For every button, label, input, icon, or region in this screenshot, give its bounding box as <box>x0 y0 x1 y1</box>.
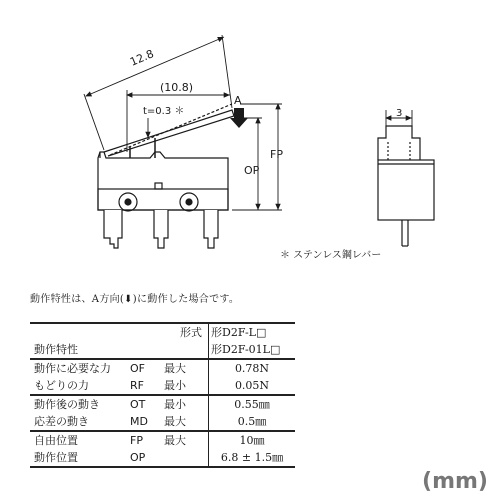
lever-material-legend: ＊ ステンレス鋼レバー <box>280 250 382 261</box>
dim-lever-length-label: 12.8 <box>128 47 156 69</box>
unit-label: (mm) <box>422 469 488 494</box>
dim-thickness-label: t=0.3 ＊ <box>143 106 185 117</box>
header-title: 動作特性 <box>30 341 209 359</box>
table-row: 自由位置 FP 最大 10㎜ <box>30 431 295 449</box>
terminals <box>104 210 218 248</box>
table-row: もどりの力 RF 最小 0.05N <box>30 377 295 395</box>
dim-width-label: 3 <box>396 108 403 119</box>
table-row: 動作位置 OP 6.8 ± 1.5㎜ <box>30 449 295 467</box>
dim-fp-label: FP <box>270 148 283 161</box>
operation-note: 動作特性は、A方向(⬇)に動作した場合です。 <box>30 294 240 305</box>
operating-characteristics-table <box>30 322 295 468</box>
header-model-label: 形式 <box>30 323 209 341</box>
model-2: 形D2F-01L□ <box>211 342 281 356</box>
dim-lever-length <box>84 35 232 150</box>
model-1: 形D2F-L□ <box>209 323 296 341</box>
table-row: 動作後の動き OT 最小 0.55㎜ <box>30 395 295 413</box>
switch-body <box>98 152 228 211</box>
direction-label: A <box>234 94 242 107</box>
table-row: 応差の動き MD 最大 0.5㎜ <box>30 413 295 431</box>
dim-lever-pos-label: (10.8) <box>160 81 194 94</box>
dim-op-label: OP <box>244 164 260 177</box>
table-row: 動作に必要な力 OF 最大 0.78N <box>30 359 295 377</box>
switch-front-view <box>378 126 434 246</box>
